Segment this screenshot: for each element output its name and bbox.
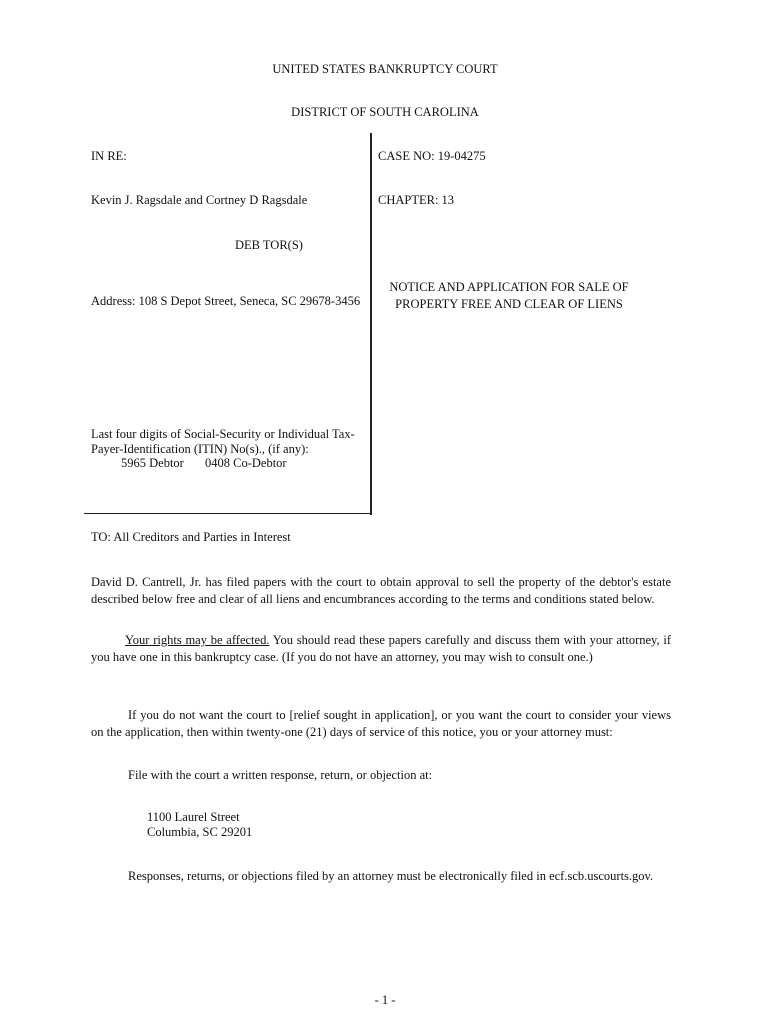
ssn-codebtor: 0408 Co-Debtor: [205, 456, 287, 470]
to-line: TO: All Creditors and Parties in Interest: [91, 530, 291, 544]
page-number: - 1 -: [374, 993, 396, 1007]
court-address-line-1: 1100 Laurel Street: [147, 810, 240, 824]
rights-underlined: Your rights may be affected.: [125, 633, 270, 647]
court-name: UNITED STATES BANKRUPTCY COURT: [272, 62, 498, 76]
file-with-court: File with the court a written response, return, or objection at:: [128, 768, 433, 782]
debtor-names: Kevin J. Ragsdale and Cortney D Ragsdale: [91, 193, 308, 207]
caption-divider: [370, 133, 372, 515]
ssn-debtor: 5965 Debtor: [121, 456, 184, 470]
case-number: CASE NO: 19-04275: [378, 149, 486, 163]
notice-title-line-2: PROPERTY FREE AND CLEAR OF LIENS: [395, 297, 623, 311]
court-district: DISTRICT OF SOUTH CAROLINA: [291, 105, 479, 119]
paragraph-filed-papers: David D. Cantrell, Jr. has filed papers with the court to obtain approval to sell the property of the debtor's estate described below free and clear of all liens and encumbrances according to the terms and conditions stated below.: [91, 575, 671, 606]
caption-bottom-rule: [84, 513, 372, 514]
court-address-line-2: Columbia, SC 29201: [147, 825, 253, 839]
notice-title: [378, 279, 640, 313]
rights-rest: You should read these papers carefully and discuss them with your attorney, if you have one in this bankruptcy case. (If you do not have an attorney, you may wish to consult one.): [91, 633, 672, 664]
ssn-line-1: Last four digits of Social-Security or Individual Tax-: [91, 427, 355, 441]
chapter: CHAPTER: 13: [378, 193, 455, 207]
notice-title-line-1: NOTICE AND APPLICATION FOR SALE OF: [389, 280, 629, 294]
ssn-line-2: Payer-Identification (ITIN) No(s)., (if any):: [91, 442, 309, 456]
in-re-label: IN RE:: [91, 149, 127, 163]
paragraph-rights: [91, 632, 671, 666]
debtor-label: DEB TOR(S): [235, 238, 303, 252]
debtor-address: Address: 108 S Depot Street, Seneca, SC 29678-3456: [91, 294, 361, 308]
electronic-filing-note: Responses, returns, or objections filed by an attorney must be electronically filed in ecf.scb.uscourts.gov.: [128, 869, 654, 883]
paragraph-objection: If you do not want the court to [relief sought in application], or you want the court to consider your views on the application, then within twenty-one (21) days of service of this notice, you or your attorney must:: [91, 708, 671, 739]
